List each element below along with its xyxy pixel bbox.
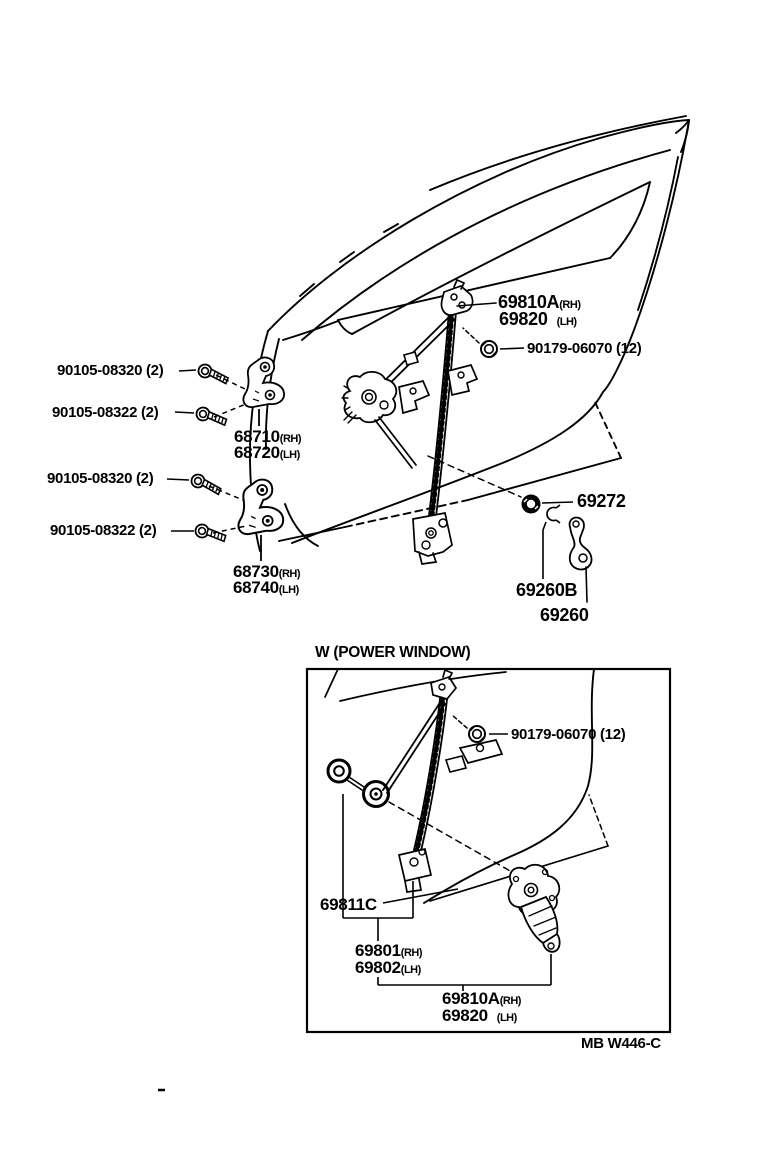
part-number: 68730 [233,562,279,581]
part-number: 69810A [498,292,560,312]
part-number: 90105-08320 (2) [57,362,164,379]
label-69820-main [499,310,577,328]
arm-pivot [404,352,418,365]
pw-bottom-bracket [399,849,431,892]
pw-bushing-ring [328,760,350,782]
pw-dash-to-nut [452,715,467,728]
side-suffix: (LH) [400,964,421,976]
part-number: 69820 [442,1006,488,1025]
part-number: 69260 [540,605,589,625]
pw-door-lines [325,669,506,701]
part-number: 90179-06070 (12) [511,726,626,743]
window-frame-inner [302,150,670,340]
glass-right [610,182,650,258]
drawing-code-text: MB W446-C [581,1035,661,1052]
label-68740-lh [233,579,299,596]
bolt-upper-b [175,404,246,425]
pw-bracket-b [446,756,466,772]
glass-corner [338,320,352,334]
label-90179-main [527,341,641,356]
hinge-upper [243,358,284,426]
part-number: 90105-08322 (2) [52,404,159,421]
pw-bushing-link [347,777,364,790]
power-window-box [307,669,670,1032]
part-number: 69272 [577,491,626,511]
frame-rear-inner [638,157,678,310]
section-title: W (POWER WINDOW) [315,644,471,661]
bolt-lower-b [171,524,246,542]
power-window-title [315,645,470,661]
label-69802-lh [355,959,421,976]
hinge-lower [238,480,283,561]
pw-motor [508,865,559,952]
pw-door-rear-curve [424,669,594,903]
label-bolt-upper-a [57,363,163,378]
part-number: 69820 [499,309,548,329]
part-number: 90105-08322 (2) [50,522,157,539]
part-number: 69801 [355,941,401,960]
label-69811C [320,896,377,913]
side-suffix: (LH) [496,1012,517,1024]
bolt-lower-a [167,473,243,500]
handle-pad-69260B [543,505,560,579]
drive-unit [343,372,396,422]
window-frame-outer [268,120,689,331]
hidden-edge-dashed [595,402,621,458]
part-number: 90179-06070 (12) [527,340,642,357]
label-90179-pw [511,727,625,742]
label-69820-pw [442,1007,517,1024]
side-suffix: (LH) [556,316,577,328]
label-69272 [577,492,626,510]
part-number: 68710 [234,427,280,446]
bolt-upper-a [179,363,247,390]
side-suffix: (RH) [400,947,422,959]
pw-hidden-dashed [589,795,608,846]
lower-arm [375,417,416,468]
window-regulator-pw [328,670,502,892]
part-number: 69811C [320,895,377,914]
box-border [307,669,670,1032]
label-bolt-lower-b [50,523,156,538]
belt-line-left [283,321,338,340]
part-number: 90105-08320 (2) [47,470,154,487]
label-bolt-lower-a [47,471,153,486]
label-69801-rh [355,942,422,959]
side-suffix: (RH) [279,433,301,445]
mid-bracket [399,381,429,413]
side-suffix: (RH) [559,299,581,311]
side-suffix: (RH) [499,995,521,1007]
drawing-code [581,1036,661,1051]
label-68720-lh [234,444,300,461]
dash-to-nut [463,328,479,343]
nut-pw [469,726,508,742]
leader-69272 [542,502,573,503]
label-bolt-upper-b [52,405,158,420]
side-suffix: (LH) [279,449,300,461]
part-number: 69260B [516,580,578,600]
part-number: 68720 [234,443,280,462]
side-suffix: (LH) [278,584,299,596]
door-bottom-line-dashed [345,500,468,527]
label-69810A-pw [442,990,521,1007]
right-bracket [448,365,477,395]
guide-rail-hatch [428,299,453,547]
leader-69260 [586,567,587,602]
label-69260B [516,581,577,599]
nut-main [481,341,524,357]
label-69260 [540,606,589,624]
part-number: 69802 [355,958,401,977]
part-number: 69810A [442,989,500,1008]
part-number: 68740 [233,578,279,597]
grommet-69272 [522,495,541,514]
side-suffix: (RH) [278,568,300,580]
leader-69260B [543,522,546,579]
